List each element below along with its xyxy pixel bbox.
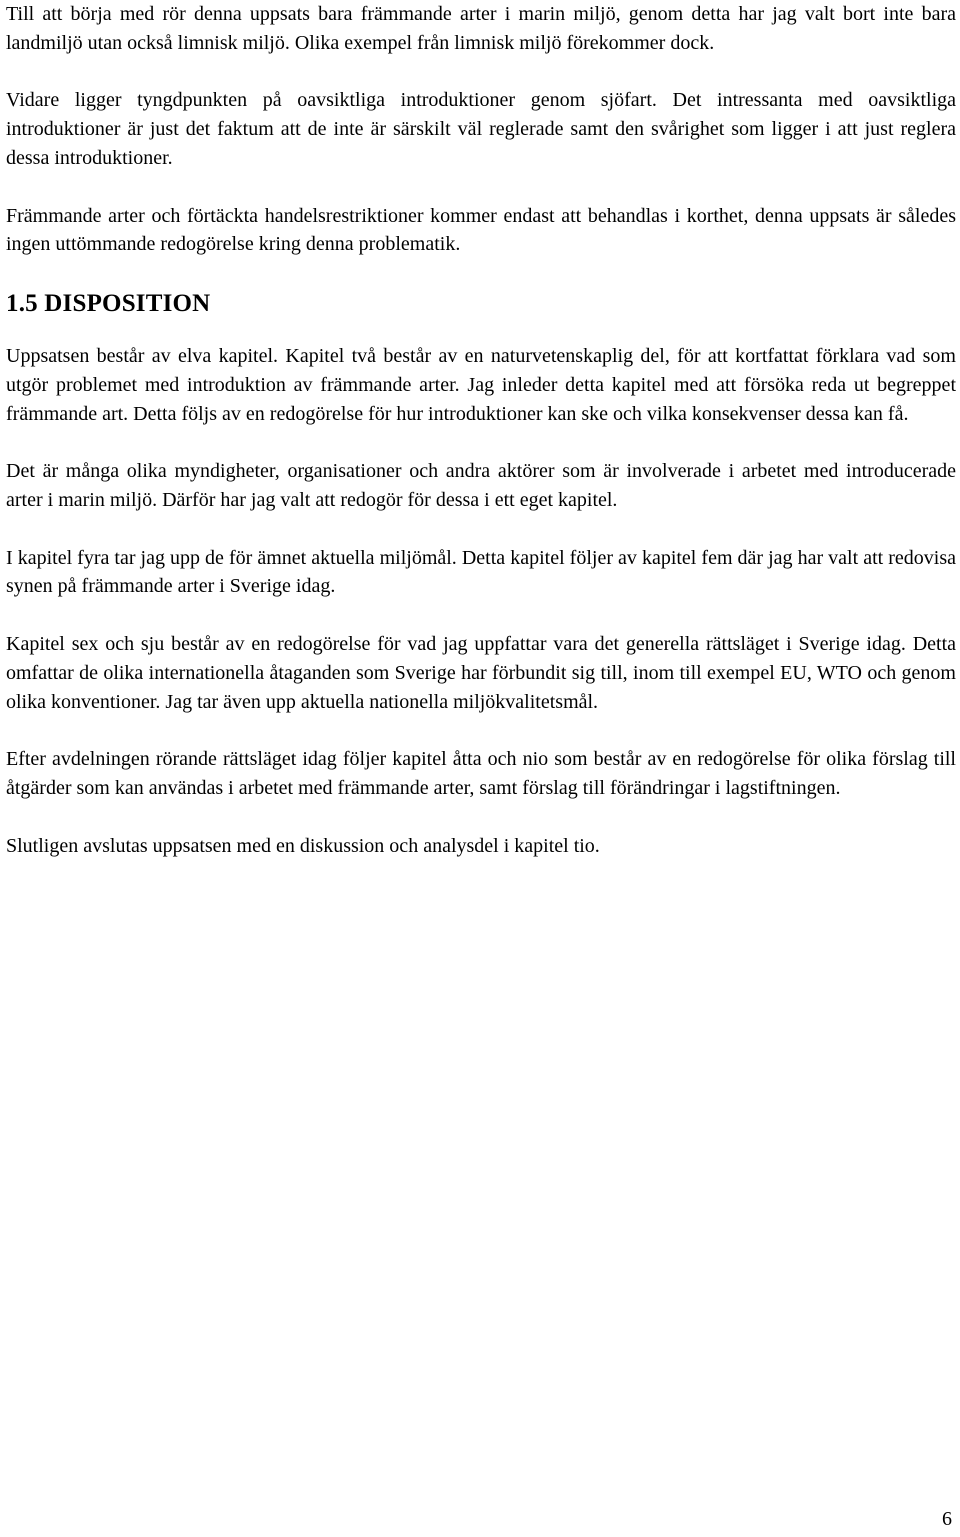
section-heading-disposition: 1.5 DISPOSITION xyxy=(6,289,211,317)
paragraph-disposition-goals: I kapitel fyra tar jag upp de för ämnet aktuella miljömål. Detta kapitel följer av kapitel fem där jag har valt att redovisa synen på främmande arter i Sverige idag. xyxy=(6,546,956,598)
paragraph-trade-restrictions: Främmande arter och förtäckta handelsrestriktioner kommer endast att behandlas i korthet, denna uppsats är således ingen uttömmande redogörelse kring denna problematik. xyxy=(6,204,956,256)
page-number: 6 xyxy=(942,1508,952,1530)
paragraph-disposition-legal: Kapitel sex och sju består av en redogörelse för vad jag uppfattar vara det generella rättsläget i Sverige idag. Detta omfattar de olika internationella åtaganden som Sverige har förbundit sig till, inom till exempel EU, WTO och genom olika konventioner. Jag tar även upp aktuella nationella miljökvalitetsmål. xyxy=(6,632,956,713)
paragraph-disposition-conclusion: Slutligen avslutas uppsatsen med en diskussion och analysdel i kapitel tio. xyxy=(6,834,600,857)
paragraph-disposition-actors: Det är många olika myndigheter, organisationer och andra aktörer som är involverade i arbetet med introducerade arter i marin miljö. Därför har jag valt att redogör för dessa i ett eget kapitel. xyxy=(6,460,956,511)
paragraph-disposition-overview: Uppsatsen består av elva kapitel. Kapitel två består av en naturvetenskaplig del, för att kortfattat förklara vad som utgör problemet med introduktion av främmande arter. Jag inleder detta kapitel med att försöka reda ut begreppet främmande art. Detta följs av en redogörelse för hur introduktioner kan ske och vilka konsekvenser dessa kan få. xyxy=(6,344,956,425)
paragraph-disposition-measures: Efter avdelningen rörande rättsläget idag följer kapitel åtta och nio som består av en redogörelse för olika förslag till åtgärder som kan användas i arbetet med främmande arter, samt förslag till förändringar i lagstiftningen. xyxy=(6,748,956,799)
paragraph-focus-unintentional: Vidare ligger tyngdpunkten på oavsiktliga introduktioner genom sjöfart. Det intressanta med oavsiktliga introduktioner är just det faktum att de inte är särskilt väl reglerade samt den svårighet som ligger i att just reglera dessa introduktioner. xyxy=(6,89,956,169)
paragraph-scope-marine: Till att börja med rör denna uppsats bara främmande arter i marin miljö, genom detta har jag valt bort inte bara landmiljö utan också limnisk miljö. Olika exempel från limnisk miljö förekommer dock. xyxy=(6,3,956,54)
document-page xyxy=(6,0,956,889)
